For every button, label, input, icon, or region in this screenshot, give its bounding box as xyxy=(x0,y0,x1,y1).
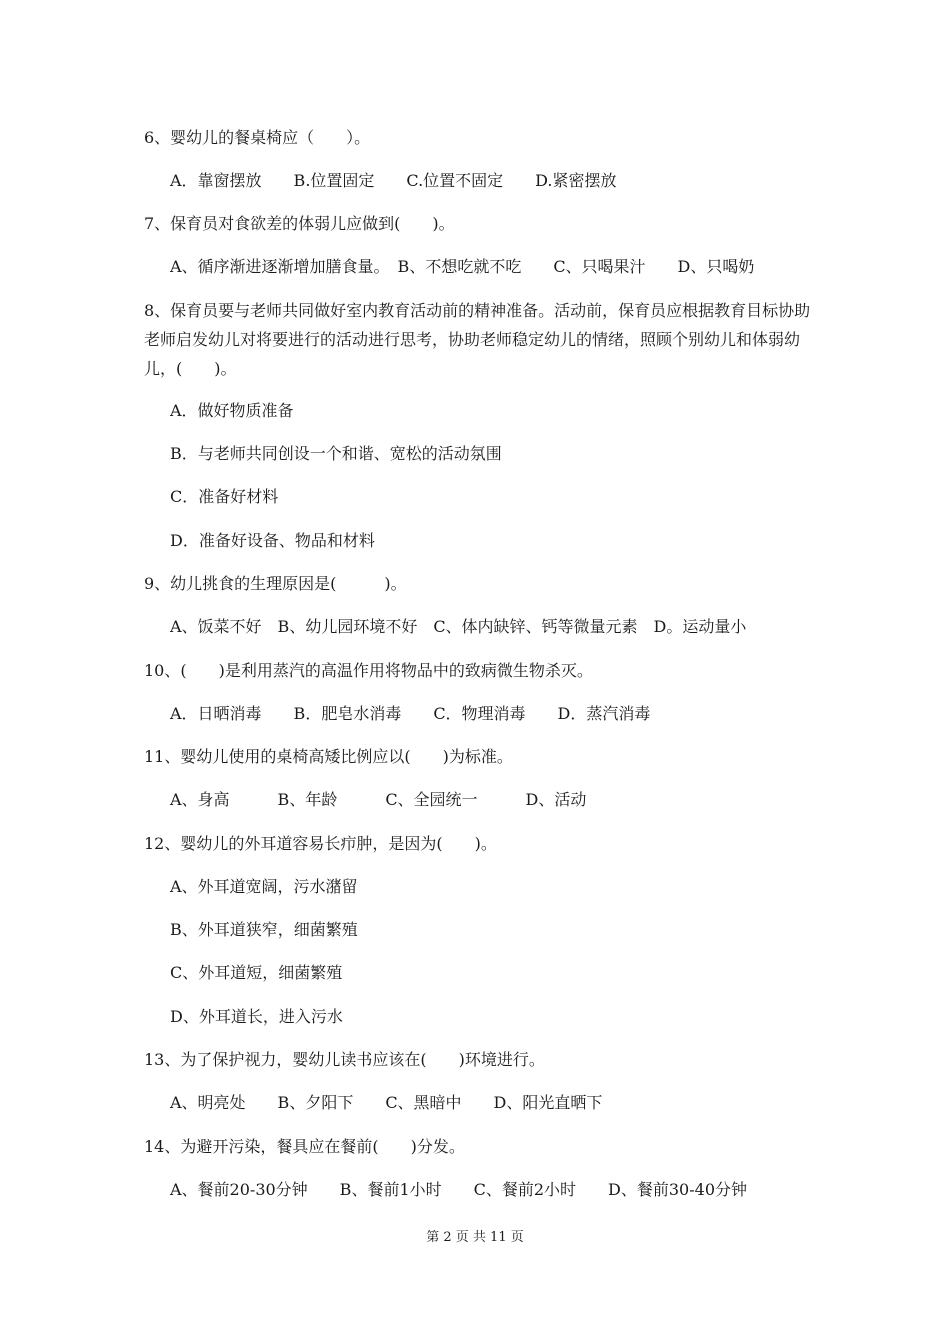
question-12-option-b: B、外耳道狭窄，细菌繁殖 xyxy=(170,920,358,939)
question-12-option-d: D、外耳道长，进入污水 xyxy=(170,1007,343,1026)
question-8: 8、保育员要与老师共同做好室内教育活动前的精神准备。活动前，保育员应根据教育目标协助老师启发幼儿对将要进行的活动进行思考，协助老师稳定幼儿的情绪，照顾个别幼儿和体弱幼儿，( )。 xyxy=(144,301,811,378)
question-6-options: A．靠窗摆放 B.位置固定 C.位置不固定 D.紧密摆放 xyxy=(170,171,617,190)
question-11: 11、婴幼儿使用的桌椅高矮比例应以( )为标准。 xyxy=(144,747,513,766)
question-14-options: A、餐前20-30分钟 B、餐前1小时 C、餐前2小时 D、餐前30-40分钟 xyxy=(170,1180,747,1199)
question-11-options: A、身高 B、年龄 C、全园统一 D、活动 xyxy=(170,790,587,809)
question-6: 6、婴幼儿的餐桌椅应（ ）。 xyxy=(144,128,371,147)
question-12-option-c: C、外耳道短，细菌繁殖 xyxy=(170,963,343,982)
question-8-option-d: D．准备好设备、物品和材料 xyxy=(170,531,375,550)
question-10: 10、( )是利用蒸汽的高温作用将物品中的致病微生物杀灭。 xyxy=(144,661,593,680)
question-10-options: A．日晒消毒 B．肥皂水消毒 C．物理消毒 D．蒸汽消毒 xyxy=(170,704,651,723)
question-9: 9、幼儿挑食的生理原因是( )。 xyxy=(144,574,407,593)
question-12-option-a: A、外耳道宽阔，污水潴留 xyxy=(170,877,358,896)
question-12: 12、婴幼儿的外耳道容易长疖肿，是因为( )。 xyxy=(144,834,497,853)
question-7: 7、保育员对食欲差的体弱儿应做到( )。 xyxy=(144,214,455,233)
question-7-options: A、循序渐进逐渐增加膳食量。 B、不想吃就不吃 C、只喝果汁 D、只喝奶 xyxy=(170,257,755,276)
question-8-option-c: C．准备好材料 xyxy=(170,487,279,506)
question-13: 13、为了保护视力，婴幼儿读书应该在( )环境进行。 xyxy=(144,1050,545,1069)
question-9-options: A、饭菜不好 B、幼儿园环境不好 C、体内缺锌、钙等微量元素 D。运动量小 xyxy=(170,617,747,636)
page-footer: 第 2 页 共 11 页 xyxy=(426,1230,524,1245)
question-8-option-b: B．与老师共同创设一个和谐、宽松的活动氛围 xyxy=(170,444,502,463)
question-14: 14、为避开污染，餐具应在餐前( )分发。 xyxy=(144,1137,465,1156)
question-13-options: A、明亮处 B、夕阳下 C、黑暗中 D、阳光直晒下 xyxy=(170,1093,603,1112)
question-8-option-a: A．做好物质准备 xyxy=(170,401,294,420)
